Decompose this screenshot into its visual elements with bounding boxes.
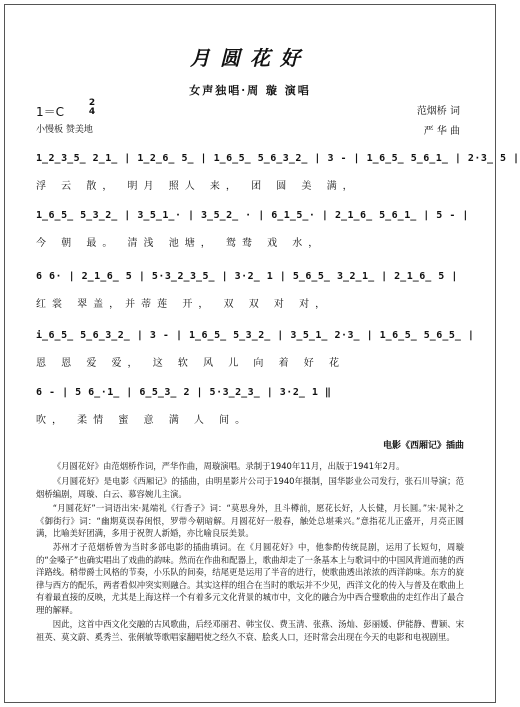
score-line-2 (36, 210, 469, 249)
paragraph-3: “月圆花好”一词语出宋·晁端礼《行香子》词：“莫思身外，且斗樽前，愿花长好，人长健，月长圆。”宋·晁补之《御街行》词：“幽期莫误春闺恨，罗带今朝暗解。月圆花好一般春，触处总堪乘兴。”意指花儿正盛开，月亮正圆满，比喻美好团满，多用于祝贺人新婚，亦比喻良辰美景。 (36, 503, 464, 538)
score-line-4 (36, 330, 475, 369)
film-caption: 电影《西厢记》插曲 (382, 441, 464, 451)
meter-top: 2 (88, 98, 96, 108)
score-line-3 (36, 271, 464, 310)
key-signature: 1＝C (36, 105, 65, 119)
paragraph-5: 因此，这首中西文化交融的古风歌曲，后经邓丽君、韩宝仪、费玉清、张燕、汤灿、彭丽媛、伊能静、曹颖、宋祖英、莫文蔚、奚秀兰、张俐敏等歌唱家翻唱使之经久不衰、脍炙人口，还时常会出现在今天的电影和电视剧里。 (36, 619, 464, 642)
score-line-5 (36, 387, 464, 426)
lyric-line: 吹， 柔情 蜜 意 满 人 间。 (36, 415, 252, 426)
lyric-line: 浮 云 散， 明月 照人 来， 团 圆 美 满， (36, 181, 359, 192)
paragraph-1: 《月圆花好》由范烟桥作词，严华作曲，周璇演唱。录制于1940年11月，出版于1941年2月。 (52, 461, 405, 471)
time-signature (86, 99, 98, 117)
score-line-1 (36, 153, 520, 192)
paragraph-2: 《月圆花好》是电影《西厢记》的插曲，由明星影片公司于1940年摄制，国华影业公司发行，张石川导演；范烟桥编剧，周璇、白云、慕容婉儿主演。 (36, 476, 464, 499)
meter-bottom: 4 (88, 107, 96, 117)
lyric-line: 红裳 翠盖，并蒂莲 开， 双 双 对 对， (36, 299, 332, 310)
notation: i̲6̲5̲ 5̲6̲3̲2̲ | 3 - | 1̲6̲5̲ 5̲3̲2̲ | 3̲5̲1̲ 2·3̲ | 1̲6̲5̲ 5̲6̲5̲ | (36, 330, 475, 341)
song-title: 月圆花好 (190, 46, 310, 70)
notation: 1̲2̲3̲5̲ 2̲1̲ | 1̲2̲6̲ 5̲ | 1̲6̲5̲ 5̲6̲3̲2̲ | 3 - | 1̲6̲5̲ 5̲6̲1̲ | 2·3̲ 5 | (36, 153, 520, 164)
tempo-marking: 小慢板 赞美地 (36, 125, 93, 135)
notation: 6 6· | 2̲1̲6̲ 5 | 5·3̲2̲3̲5̲ | 3·2̲ 1 | 5̲6̲5̲ 3̲2̲1̲ | 2̲1̲6̲ 5 | (36, 271, 458, 282)
notation: 6 - | 5 6̲·1̲ | 6̲5̲3̲ 2 | 5·3̲2̲3̲ | 3·2̲ 1 ‖ (36, 387, 332, 398)
notation: 1̲6̲5̲ 5̲3̲2̲ | 3̲5̲1̲· | 3̲5̲2̲ · | 6̲1̲5̲· | 2̲1̲6̲ 5̲6̲1̲ | 5 - | (36, 210, 469, 221)
composer-credit: 严 华 曲 (423, 126, 460, 137)
lyric-line: 今 朝 最。 清浅 池塘， 鸳鸯 戏 水， (36, 238, 325, 249)
paragraph-4: 苏州才子范烟桥曾为当时多部电影的插曲填词。在《月圆花好》中，他参酌传统昆剧，运用了长短句，周璇的“金嗓子”也确实唱出了戏曲的韵味。然而在作曲和配器上，歌曲却走了一条基本上与歌词中的中国风背道而驰的西洋路线。稍带爵士风格的节奏，小乐队的间奏，结尾更是运用了半音的进行，使歌曲透出浓浓的西洋韵味。东方的旋律与西方的配乐，两者看似冲突实则融合。其实这样的组合在当时的歌坛并不少见，西洋文化的传入与普及在歌曲上有着最直接的反映，尤其是上海这样一个有着多元文化背景的城市中，文化的融合为中西合璧歌曲的走红作出了最合理的解释。 (36, 542, 464, 615)
performance-note: 女声独唱·周 璇 演唱 (189, 84, 311, 97)
lyricist-credit: 范烟桥 词 (416, 106, 460, 117)
lyric-line: 恩 恩 爱 爱， 这 软 风 儿 向 着 好 花 (36, 358, 345, 369)
